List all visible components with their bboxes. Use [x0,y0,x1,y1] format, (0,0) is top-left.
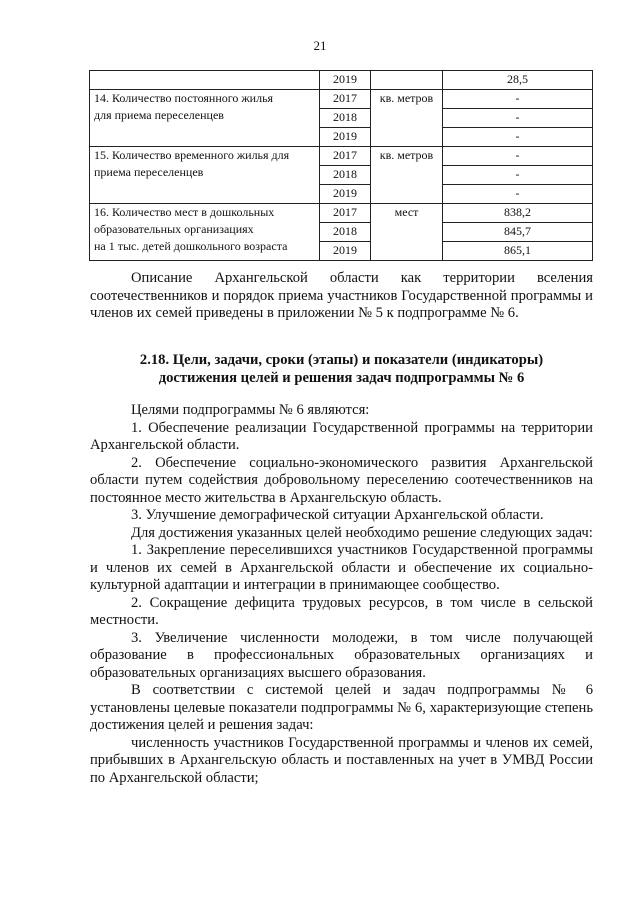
unit-cell: кв. метров [371,90,443,147]
paragraph: Целями подпрограммы № 6 являются: [131,402,370,418]
indicator-name-cell [90,204,320,261]
value-cell: 845,7 [443,223,593,242]
body-text [90,402,593,787]
indicator-name-line: на 1 тыс. детей дошкольного возраста [94,239,288,253]
paragraph: 1. Закрепление переселившихся участников Государственной программы и членов их семей в Архангельской области и обеспечение их социально-культурной адаптации и интеграции в принимающее сообщество. [90,542,593,593]
year-cell: 2018 [320,166,371,185]
value-cell: - [443,166,593,185]
year-cell: 2017 [320,147,371,166]
indicator-name-cell [90,90,320,147]
value-cell: - [443,185,593,204]
year-cell: 2018 [320,223,371,242]
value-cell: 28,5 [443,71,593,90]
unit-cell: кв. метров [371,147,443,204]
paragraph: Для достижения указанных целей необходимо решение следующих задач: [131,524,593,541]
indicator-name-line: 16. Количество мест в дошкольных [94,205,275,219]
intro-block [90,270,593,323]
year-cell: 2019 [320,71,371,90]
paragraph: 3. Увеличение численности молодежи, в том числе получающей образование в профессиональных образовательных организациях и образовательных организациях высшего образования. [90,629,593,681]
paragraph: 1. Обеспечение реализации Государственной программы на территории Архангельской области. [90,419,593,453]
section-heading [90,351,593,387]
year-cell: 2018 [320,109,371,128]
value-cell: - [443,147,593,166]
value-cell: 838,2 [443,204,593,223]
indicators-table [89,70,593,261]
value-cell: - [443,109,593,128]
table-row [90,204,593,223]
table-row [90,90,593,109]
table-row [90,147,593,166]
value-cell: - [443,128,593,147]
paragraph: 2. Обеспечение социально-экономического развития Архангельской области путем содействия добровольному переселению соотечественников на постоянное место жительства в Архангельскую область. [90,454,593,506]
paragraph: 2. Сокращение дефицита трудовых ресурсов, в том числе в сельской местности. [90,594,593,628]
year-cell: 2019 [320,128,371,147]
year-cell: 2017 [320,204,371,223]
year-cell: 2017 [320,90,371,109]
page-number: 21 [313,38,327,53]
section-heading-line: достижения целей и решения задач подпрограммы № 6 [158,370,525,386]
intro-paragraph: Описание Архангельской области как территории вселения соотечественников и порядок приема участников Государственной программы и членов их семей приведены в приложении № 5 к подпрограмме № 6. [90,270,593,321]
indicator-name-line: приема переселенцев [94,165,204,179]
unit-cell [371,71,443,90]
paragraph: 3. Улучшение демографической ситуации Архангельской области. [131,507,544,523]
indicator-name-line: образовательных организациях [94,222,254,236]
year-cell: 2019 [320,242,371,261]
year-cell: 2019 [320,185,371,204]
value-cell: 865,1 [443,242,593,261]
indicator-name-cell [90,147,320,204]
value-cell: - [443,90,593,109]
indicator-name-cell [90,71,320,90]
indicator-name-line: 14. Количество постоянного жилья [94,91,274,105]
section-heading-line: 2.18. Цели, задачи, сроки (этапы) и показатели (индикаторы) [139,352,544,368]
paragraph: В соответствии с системой целей и задач подпрограммы № 6 установлены целевые показатели подпрограммы № 6, характеризующие степень достижения целей и решения задач: [90,682,593,733]
paragraph: численность участников Государственной программы и членов их семей, прибывших в Архангельскую область и поставленных на учет в УМВД России по Архангельской области; [90,734,593,786]
table-row [90,71,593,90]
indicator-name-line: 15. Количество временного жилья для [94,148,290,162]
indicator-name-line: для приема переселенцев [94,108,224,122]
unit-cell: мест [371,204,443,261]
